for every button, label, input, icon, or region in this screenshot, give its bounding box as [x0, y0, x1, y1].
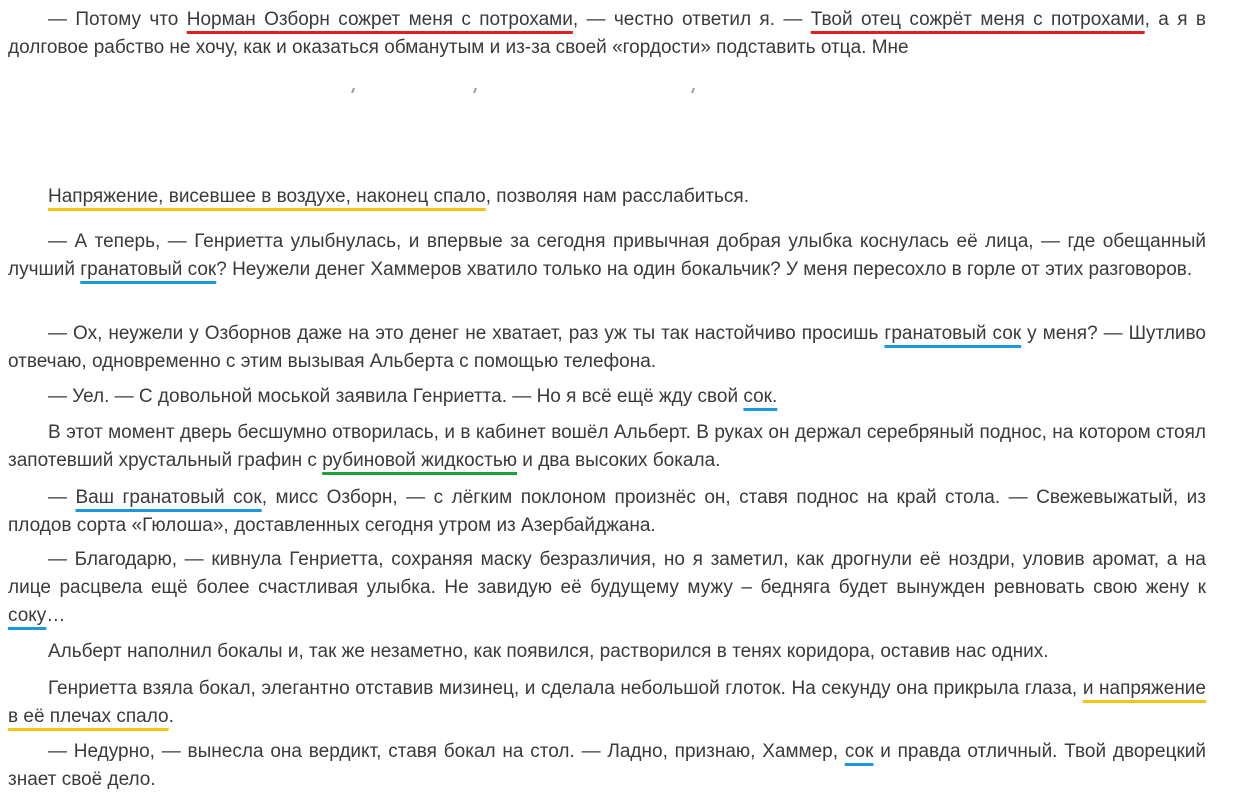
- blue-underlined-phrase: сок.: [743, 386, 778, 407]
- text-run: …: [46, 605, 66, 626]
- partially-hidden-text-line: [0, 84, 1240, 96]
- text-run: Генриетта взяла бокал, элегантно отставив мизинец, и сделала небольшой глоток. На секунду она прикрыла глаза,: [48, 678, 1083, 699]
- text-run: В этот момент дверь бесшумно отворилась, и в кабинет вошёл Альберт. В руках он держал серебряный поднос, на котором стоял запотевший хрустальный графин с: [8, 422, 1206, 471]
- red-underlined-phrase: Твой отец сожрёт меня с потрохами: [810, 9, 1145, 30]
- text-run: Альберт наполнил бокалы и, так же незаметно, как появился, растворился в тенях коридора, оставив нас одних.: [48, 641, 1049, 662]
- paragraph-genrietta-vzyala: [8, 675, 1206, 731]
- text-run: .: [168, 706, 174, 727]
- paragraph-blagodaryu: [8, 546, 1206, 630]
- paragraph-a-teper: [8, 228, 1206, 284]
- blue-underlined-phrase: сок: [844, 741, 874, 762]
- text-run: — Уел. — С довольной моськой заявила Генриетта. — Но я всё ещё жду свой: [48, 386, 744, 407]
- text-run: —: [48, 487, 76, 508]
- blue-underlined-phrase: Ваш гранатовый сок: [75, 487, 262, 508]
- text-run: — Благодарю, — кивнула Генриетта, сохраняя маску безразличия, но я заметил, как дрогнули её ноздри, уловив аромат, а на лице расцвела ещё более счастливая улыбка. Не завидую её будущему мужу – бедняга будет вынужден ревновать свою жену к: [8, 549, 1206, 598]
- green-underlined-phrase: рубиновой жидкостью: [322, 450, 518, 471]
- text-run: — А теперь, — Генриетта улыбнулась, и впервые за сегодня привычная добрая улыбка коснулась её лица, — где обещанный лучший: [8, 231, 1206, 280]
- text-run: , позволяя нам расслабиться.: [485, 186, 749, 207]
- yellow-underlined-phrase: и напряжение в её плечах спало: [8, 678, 1206, 727]
- paragraph-napryazhenie: [8, 183, 1206, 211]
- text-run: — Потому что: [48, 9, 187, 30]
- text-run: , мисс Озборн, — с лёгким поклоном произнёс он, ставя поднос на край стола. — Свежевыжатый, из плодов сорта «Гюлоша», доставленных сегодня утром из Азербайджана.: [8, 487, 1207, 536]
- red-underlined-phrase: Норман Озборн сожрет меня с потрохами: [186, 9, 573, 30]
- text-run: — Недурно, — вынесла она вердикт, ставя бокал на стол. — Ладно, признаю, Хаммер,: [48, 741, 845, 762]
- text-run: — Ох, неужели у Озборнов даже на это денег не хватает, раз уж ты так настойчиво просишь: [48, 323, 885, 344]
- paragraph-vash-granatovyy-sok: [8, 484, 1206, 540]
- blue-underlined-phrase: соку: [8, 605, 47, 626]
- paragraph-nedurno: [8, 738, 1206, 794]
- paragraph-potomu-chto: [8, 6, 1206, 62]
- blue-underlined-phrase: гранатовый сок: [884, 323, 1022, 344]
- yellow-underlined-phrase: Напряжение, висевшее в воздухе, наконец спало: [48, 186, 486, 207]
- paragraph-albert-napolnil: [8, 638, 1206, 666]
- text-run: ? Неужели денег Хаммеров хватило только на один бокальчик? У меня пересохло в горле от этих разговоров.: [216, 259, 1193, 280]
- blue-underlined-phrase: гранатовый сок: [80, 259, 217, 280]
- paragraph-v-etot-moment: [8, 419, 1206, 475]
- text-run: , а я в долговое рабство не хочу, как и оказаться обманутым и из-за своей «гордости» подставить отца. Мне: [8, 9, 1206, 58]
- paragraph-okh-neuzheli: [8, 320, 1206, 376]
- text-run: у меня? — Шутливо отвечаю, одновременно с этим вызывая Альберта с помощью телефона.: [8, 323, 1206, 372]
- paragraph-uel: [8, 383, 1206, 411]
- text-run: и правда отличный. Твой дворецкий знает своё дело.: [8, 741, 1206, 790]
- text-run: и два высоких бокала.: [517, 450, 721, 471]
- text-run: , — честно ответил я. —: [572, 9, 811, 30]
